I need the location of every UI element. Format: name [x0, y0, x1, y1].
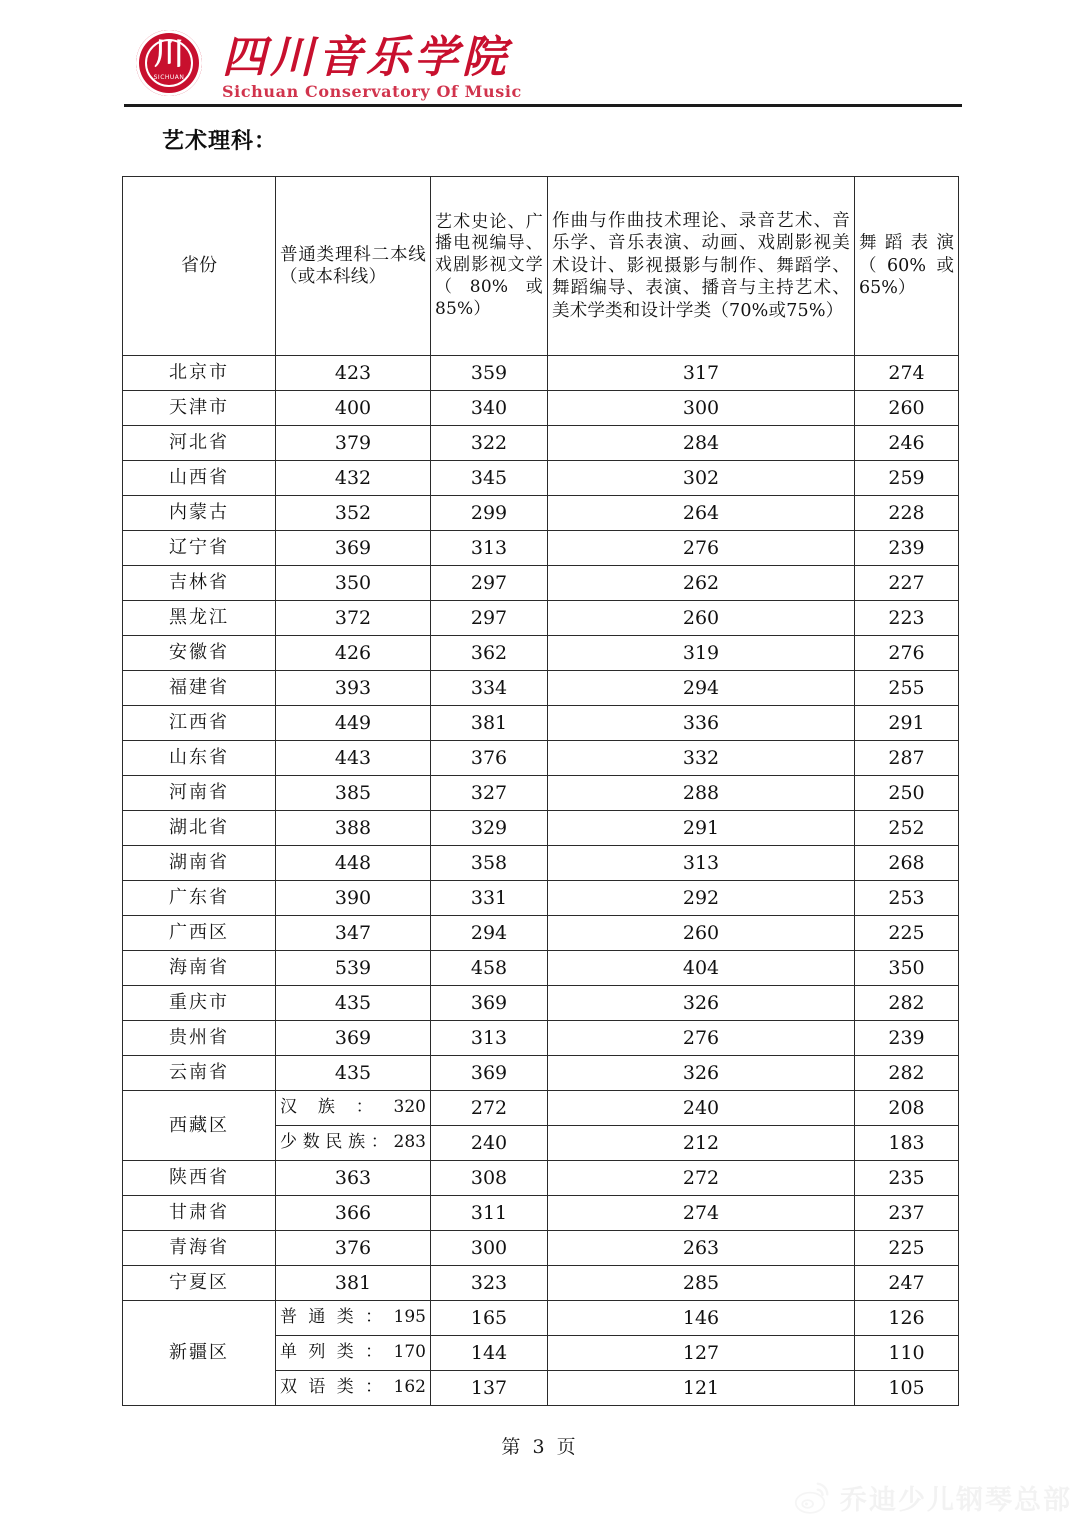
cell-art-history: 144 [431, 1336, 548, 1371]
page-header [0, 0, 1080, 112]
table-row [123, 846, 959, 881]
cell-dance: 291 [855, 706, 959, 741]
cell-composition: 264 [548, 496, 855, 531]
cell-art-history: 297 [431, 601, 548, 636]
cell-composition: 284 [548, 426, 855, 461]
cell-composition: 317 [548, 356, 855, 391]
cell-art-history: 376 [431, 741, 548, 776]
table-row [123, 426, 959, 461]
cell-art-history: 308 [431, 1161, 548, 1196]
cell-art-history: 345 [431, 461, 548, 496]
cell-composition: 336 [548, 706, 855, 741]
col-header-province: 省份 [123, 177, 276, 356]
cell-general-line: 363 [276, 1161, 431, 1196]
cell-art-history: 323 [431, 1266, 548, 1301]
cell-composition: 260 [548, 916, 855, 951]
cell-dance: 246 [855, 426, 959, 461]
cell-province: 河南省 [123, 776, 276, 811]
cell-province: 西藏区 [123, 1091, 276, 1161]
cell-dance: 252 [855, 811, 959, 846]
cell-dance: 223 [855, 601, 959, 636]
cell-composition: 332 [548, 741, 855, 776]
cell-art-history: 294 [431, 916, 548, 951]
cell-province: 安徽省 [123, 636, 276, 671]
table-row [123, 1091, 959, 1126]
cell-province: 黑龙江 [123, 601, 276, 636]
table-row [123, 986, 959, 1021]
cell-province: 山西省 [123, 461, 276, 496]
cell-dance: 208 [855, 1091, 959, 1126]
cell-dance: 105 [855, 1371, 959, 1406]
cell-composition: 302 [548, 461, 855, 496]
cell-province: 辽宁省 [123, 531, 276, 566]
cell-general-line: 435 [276, 1056, 431, 1091]
cell-general-line: 388 [276, 811, 431, 846]
cell-art-history: 340 [431, 391, 548, 426]
cell-art-history: 299 [431, 496, 548, 531]
col-header-dance: 舞蹈表演（60%或65%） [855, 177, 959, 356]
cell-dance: 227 [855, 566, 959, 601]
cell-dance: 274 [855, 356, 959, 391]
seal-icon [136, 30, 208, 102]
cell-general-line: 443 [276, 741, 431, 776]
cell-province: 吉林省 [123, 566, 276, 601]
cell-province: 湖南省 [123, 846, 276, 881]
cell-province: 宁夏区 [123, 1266, 276, 1301]
table-row [123, 776, 959, 811]
cell-province: 江西省 [123, 706, 276, 741]
cell-composition: 288 [548, 776, 855, 811]
cell-composition: 404 [548, 951, 855, 986]
cell-province: 新疆区 [123, 1301, 276, 1406]
cell-dance: 287 [855, 741, 959, 776]
cell-province: 青海省 [123, 1231, 276, 1266]
cell-province: 福建省 [123, 671, 276, 706]
seal-glyph: 川 [154, 37, 184, 72]
cell-art-history: 137 [431, 1371, 548, 1406]
table-row [123, 951, 959, 986]
cell-composition: 127 [548, 1336, 855, 1371]
cell-general-line: 369 [276, 531, 431, 566]
cell-art-history: 362 [431, 636, 548, 671]
institution-name-cn: 四川音乐学院 [222, 32, 510, 83]
seal-subtext: SICHUAN [153, 74, 185, 81]
table-row [123, 566, 959, 601]
cell-composition: 294 [548, 671, 855, 706]
cell-composition: 276 [548, 531, 855, 566]
cell-general-line: 448 [276, 846, 431, 881]
table-body [123, 356, 959, 1406]
cell-province: 广东省 [123, 881, 276, 916]
cell-general-line: 432 [276, 461, 431, 496]
cell-composition: 263 [548, 1231, 855, 1266]
table-row [123, 356, 959, 391]
cell-dance: 126 [855, 1301, 959, 1336]
cell-art-history: 313 [431, 1021, 548, 1056]
table-row [123, 496, 959, 531]
table-row [123, 1231, 959, 1266]
cell-general-line: 426 [276, 636, 431, 671]
table-row [123, 1196, 959, 1231]
institution-logo [136, 30, 522, 102]
table-row [123, 741, 959, 776]
cell-composition: 291 [548, 811, 855, 846]
cell-dance: 260 [855, 391, 959, 426]
cell-province: 湖北省 [123, 811, 276, 846]
cell-general-line: 369 [276, 1021, 431, 1056]
cell-general-line: 539 [276, 951, 431, 986]
table-row [123, 461, 959, 496]
cell-composition: 262 [548, 566, 855, 601]
cell-art-history: 358 [431, 846, 548, 881]
col-header-composition: 作曲与作曲技术理论、录音艺术、音乐学、音乐表演、动画、戏剧影视美术设计、影视摄影与制作、舞蹈学、舞蹈编导、表演、播音与主持艺术、美术学类和设计学类（70%或75%） [548, 177, 855, 356]
cell-art-history: 313 [431, 531, 548, 566]
cell-art-history: 297 [431, 566, 548, 601]
cell-province: 贵州省 [123, 1021, 276, 1056]
cell-province: 内蒙古 [123, 496, 276, 531]
cell-composition: 240 [548, 1091, 855, 1126]
cell-art-history: 240 [431, 1126, 548, 1161]
cell-general-line: 372 [276, 601, 431, 636]
cell-dance: 255 [855, 671, 959, 706]
table-row [123, 881, 959, 916]
cell-general-line: 379 [276, 426, 431, 461]
cell-general-line: 390 [276, 881, 431, 916]
cell-dance: 225 [855, 1231, 959, 1266]
cell-general-line: 449 [276, 706, 431, 741]
cell-province: 海南省 [123, 951, 276, 986]
cell-composition: 285 [548, 1266, 855, 1301]
cell-art-history: 272 [431, 1091, 548, 1126]
cell-composition: 292 [548, 881, 855, 916]
cell-composition: 146 [548, 1301, 855, 1336]
cell-dance: 247 [855, 1266, 959, 1301]
cell-general-line: 435 [276, 986, 431, 1021]
cell-province: 北京市 [123, 356, 276, 391]
table-row [123, 811, 959, 846]
cell-dance: 237 [855, 1196, 959, 1231]
table-row [123, 391, 959, 426]
cell-art-history: 381 [431, 706, 548, 741]
cell-composition: 326 [548, 986, 855, 1021]
cell-art-history: 327 [431, 776, 548, 811]
table-row [123, 706, 959, 741]
cell-general-line: 393 [276, 671, 431, 706]
cell-general-line: 381 [276, 1266, 431, 1301]
cell-general-line: 汉族：320 [276, 1091, 431, 1126]
weibo-icon [794, 1479, 832, 1517]
cell-dance: 225 [855, 916, 959, 951]
cell-dance: 253 [855, 881, 959, 916]
score-table-container [122, 176, 958, 1406]
cell-dance: 259 [855, 461, 959, 496]
cell-art-history: 369 [431, 1056, 548, 1091]
cell-dance: 282 [855, 986, 959, 1021]
table-row [123, 531, 959, 566]
cell-general-line: 347 [276, 916, 431, 951]
cell-art-history: 331 [431, 881, 548, 916]
cell-art-history: 311 [431, 1196, 548, 1231]
cell-dance: 239 [855, 1021, 959, 1056]
cell-general-line: 400 [276, 391, 431, 426]
cell-art-history: 334 [431, 671, 548, 706]
cell-dance: 268 [855, 846, 959, 881]
table-row [123, 636, 959, 671]
cell-composition: 313 [548, 846, 855, 881]
table-row [123, 1161, 959, 1196]
cell-general-line: 单列类：170 [276, 1336, 431, 1371]
cell-dance: 276 [855, 636, 959, 671]
cell-dance: 350 [855, 951, 959, 986]
cell-province: 重庆市 [123, 986, 276, 1021]
cell-art-history: 165 [431, 1301, 548, 1336]
cell-province: 云南省 [123, 1056, 276, 1091]
score-table [122, 176, 959, 1406]
cell-general-line: 350 [276, 566, 431, 601]
cell-composition: 319 [548, 636, 855, 671]
cell-art-history: 322 [431, 426, 548, 461]
cell-province: 河北省 [123, 426, 276, 461]
cell-composition: 121 [548, 1371, 855, 1406]
cell-art-history: 300 [431, 1231, 548, 1266]
institution-name-en: Sichuan Conservatory Of Music [222, 82, 522, 101]
cell-dance: 183 [855, 1126, 959, 1161]
table-row [123, 601, 959, 636]
cell-composition: 274 [548, 1196, 855, 1231]
cell-general-line: 普通类：195 [276, 1301, 431, 1336]
cell-dance: 282 [855, 1056, 959, 1091]
cell-composition: 300 [548, 391, 855, 426]
col-header-general-line: 普通类理科二本线（或本科线） [276, 177, 431, 356]
cell-dance: 239 [855, 531, 959, 566]
cell-composition: 272 [548, 1161, 855, 1196]
cell-dance: 235 [855, 1161, 959, 1196]
cell-art-history: 369 [431, 986, 548, 1021]
cell-province: 广西区 [123, 916, 276, 951]
table-row [123, 916, 959, 951]
page-number: 第 3 页 [501, 1436, 579, 1458]
table-row [123, 1021, 959, 1056]
watermark [794, 1478, 1072, 1517]
cell-general-line: 352 [276, 496, 431, 531]
cell-composition: 276 [548, 1021, 855, 1056]
table-row [123, 1056, 959, 1091]
cell-art-history: 458 [431, 951, 548, 986]
table-row [123, 671, 959, 706]
col-header-art-history: 艺术史论、广播电视编导、戏剧影视文学（80%或85%） [431, 177, 548, 356]
cell-general-line: 423 [276, 356, 431, 391]
section-title: 艺术理科： [162, 129, 278, 154]
watermark-label: 乔迪少儿钢琴总部 [840, 1485, 1072, 1516]
cell-dance: 228 [855, 496, 959, 531]
header-row [123, 177, 959, 356]
cell-art-history: 359 [431, 356, 548, 391]
table-row [123, 1301, 959, 1336]
cell-dance: 250 [855, 776, 959, 811]
header-divider [124, 104, 962, 107]
cell-composition: 326 [548, 1056, 855, 1091]
cell-general-line: 少数民族：283 [276, 1126, 431, 1161]
cell-province: 天津市 [123, 391, 276, 426]
cell-general-line: 376 [276, 1231, 431, 1266]
cell-general-line: 385 [276, 776, 431, 811]
cell-general-line: 366 [276, 1196, 431, 1231]
cell-general-line: 双语类：162 [276, 1371, 431, 1406]
cell-art-history: 329 [431, 811, 548, 846]
cell-composition: 212 [548, 1126, 855, 1161]
cell-province: 陕西省 [123, 1161, 276, 1196]
cell-composition: 260 [548, 601, 855, 636]
cell-province: 山东省 [123, 741, 276, 776]
table-header [123, 177, 959, 356]
cell-province: 甘肃省 [123, 1196, 276, 1231]
cell-dance: 110 [855, 1336, 959, 1371]
table-row [123, 1266, 959, 1301]
